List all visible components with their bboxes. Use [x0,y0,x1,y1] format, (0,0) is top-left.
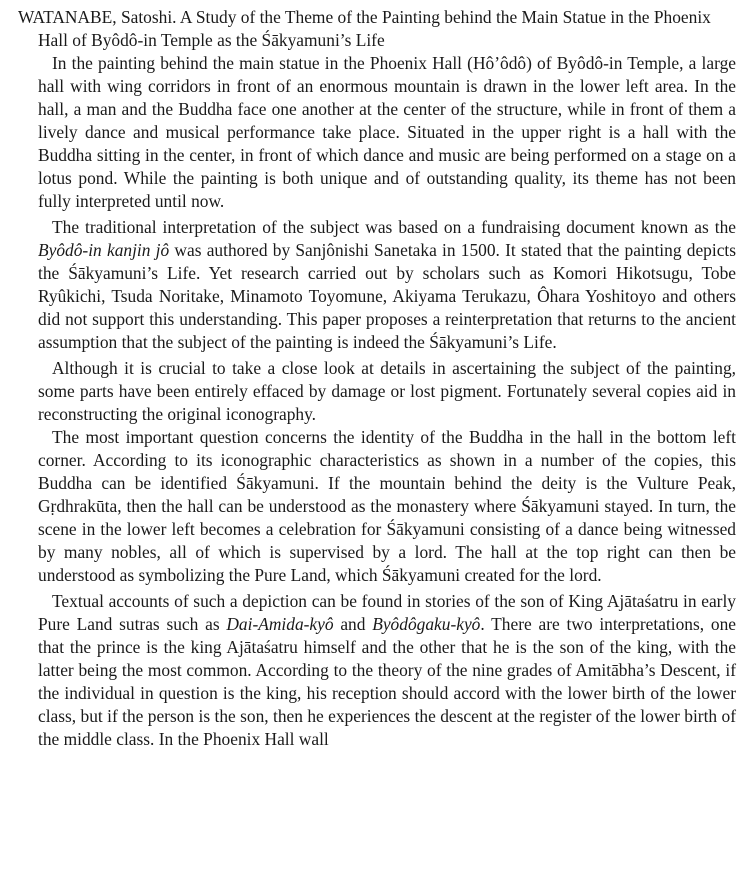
italic-title-text: Dai-Amida-kyô [226,614,334,634]
paragraph-text: Although it is crucial to take a close look at details in ascertaining the subject of the painting, some parts have been entirely effaced by damage or lost pigment. Fortunately several copies aid in reconstructing the original iconography. [38,358,736,424]
italic-title-text: Byôdô-in kanjin jô [38,240,170,260]
abstract-paragraph [18,590,736,751]
article-abstract [18,6,736,751]
paragraph-text: The traditional interpretation of the subject was based on a fundraising document known as the [52,217,736,237]
paragraph-text: and [333,614,373,634]
article-title: WATANABE, Satoshi. A Study of the Theme of the Painting behind the Main Statue in the Phoenix Hall of Byôdô-in Temple as the Śākyamuni’s Life [18,7,711,50]
paragraph-text: The most important question concerns the identity of the Buddha in the hall in the bottom left corner. According to its iconographic characteristics as shown in a number of the copies, this Buddha can be identified Śākyamuni. If the mountain behind the deity is the Vulture Peak, Gṛdhrakūta, then the hall can be understood as the monastery where Śākyamuni stayed. In turn, the scene in the lower left becomes a celebration for Śākyamuni consisting of a dance being witnessed by many nobles, all of which is supervised by a lord. The hall at the top right can then be understood as symbolizing the Pure Land, which Śākyamuni created for the lord. [38,427,736,585]
paragraph-text: In the painting behind the main statue in the Phoenix Hall (Hô’ôdô) of Byôdô-in Temple, a large hall with wing corridors in front of an enormous mountain is drawn in the lower left area. In the hall, a man and the Buddha face one another at the center of the structure, while in front of them a lively dance and musical performance take place. Situated in the upper right is a hall with the Buddha sitting in the center, in front of which dance and music are being performed on a stage on a lotus pond. While the painting is both unique and of outstanding quality, its theme has not been fully interpreted until now. [38,53,736,211]
italic-title-text: Byôdôgaku-kyô [372,614,481,634]
abstract-paragraph [18,52,736,213]
paragraph-text: . There are two interpretations, one that the prince is the king Ajātaśatru himself and the other that he is the son of the king, with the latter being the most common. According to the theory of the nine grades of Amitābha’s Descent, if the individual in question is the king, his reception should accord with the lower birth of the lower class, but if the person is the son, then he experiences the descent at the register of the lower birth of the middle class. In the Phoenix Hall wall [38,614,736,749]
paragraph-text: Textual accounts of such a depiction can be found in stories of the son of King Ajātaśatru in early Pure Land sutras such as [38,591,736,634]
paragraph-text: was authored by Sanjônishi Sanetaka in 1500. It stated that the painting depicts the Śākyamuni’s Life. Yet research carried out by scholars such as Komori Hikotsugu, Tobe Ryûkichi, Tsuda Noritake, Minamoto Toyomune, Akiyama Terukazu, Ôhara Yoshitoyo and others did not support this understanding. This paper proposes a reinterpretation that returns to the ancient assumption that the subject of the painting is indeed the Śākyamuni’s Life. [38,240,737,352]
abstract-paragraph [18,216,736,354]
abstract-paragraph [18,426,736,587]
abstract-body [18,52,736,751]
abstract-paragraph [18,357,736,426]
